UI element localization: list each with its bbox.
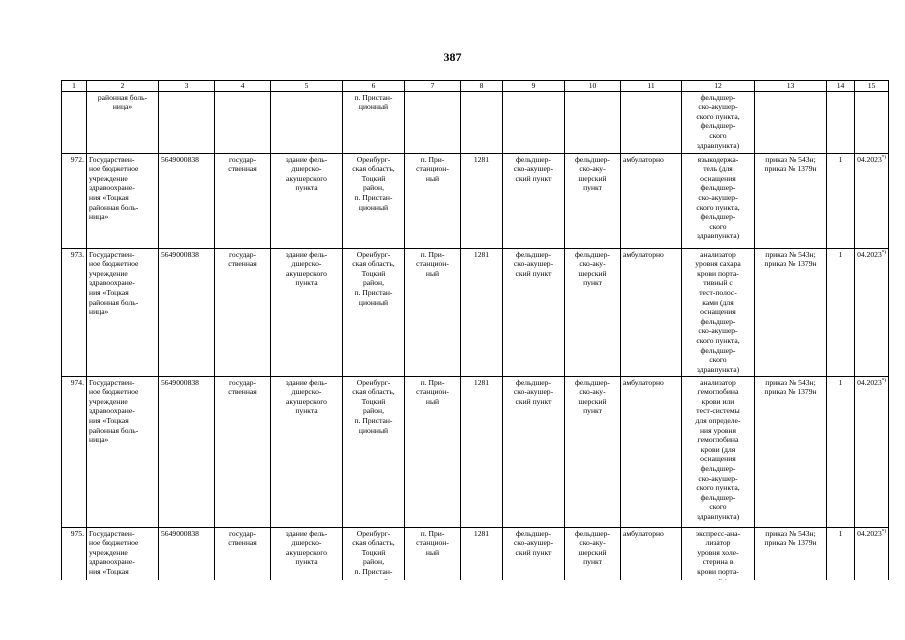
unit-cell: фельдшер- ско-аку- шерский пункт bbox=[565, 376, 621, 527]
cell bbox=[62, 91, 87, 153]
inn-cell: 5649000838 bbox=[159, 527, 215, 597]
unit-type-cell: фельдшер- ско-акушер- ский пункт bbox=[503, 248, 565, 376]
cell bbox=[621, 91, 682, 153]
inn-cell: 5649000838 bbox=[159, 376, 215, 527]
organization-cell: Государствен- ное бюджетное учреждение здравоохране- ния «Тоцкая районная боль- ница» bbox=[87, 376, 159, 527]
column-number: 10 bbox=[565, 81, 621, 92]
cell bbox=[271, 91, 343, 153]
address-cell: Оренбург- ская область, Тоцкий район, п. Пристан- ционный bbox=[343, 376, 405, 527]
settlement-cell: п. При- станцион- ный bbox=[405, 248, 461, 376]
column-number: 8 bbox=[461, 81, 503, 92]
address-cell: Оренбург- ская область, Тоцкий район, п. Пристан- ционный bbox=[343, 153, 405, 248]
building-cell: здание фель- дшерско- акушерского пункта bbox=[271, 248, 343, 376]
column-number: 1 bbox=[62, 81, 87, 92]
inn-cell: 5649000838 bbox=[159, 153, 215, 248]
order-cell: приказ № 543н; приказ № 1379н bbox=[755, 248, 827, 376]
ownership-cell: государ- ственная bbox=[215, 153, 271, 248]
building-cell: здание фель- дшерско- акушерского пункта bbox=[271, 376, 343, 527]
quantity-cell: 1 bbox=[827, 376, 855, 527]
column-number: 14 bbox=[827, 81, 855, 92]
population-cell: 1281 bbox=[461, 248, 503, 376]
unit-cell: фельдшер- ско-аку- шерский пункт bbox=[565, 527, 621, 597]
equipment-cell: анализатор уровня сахара крови порта- тивный с тест-полос- ками (для оснащения фельдшер- ско-акушер- ского пункта, фельдшер- ского здравпункта) bbox=[682, 248, 755, 376]
ownership-cell: государ- ственная bbox=[215, 527, 271, 597]
order-cell: приказ № 543н; приказ № 1379н bbox=[755, 376, 827, 527]
column-number: 3 bbox=[159, 81, 215, 92]
cell bbox=[503, 91, 565, 153]
cell bbox=[159, 91, 215, 153]
order-cell: приказ № 543н; приказ № 1379н bbox=[755, 153, 827, 248]
organization-cell: районная боль- ница» bbox=[87, 91, 159, 153]
footnote-mark: *) bbox=[881, 529, 886, 535]
column-number: 5 bbox=[271, 81, 343, 92]
cell bbox=[855, 91, 889, 153]
column-number: 4 bbox=[215, 81, 271, 92]
column-number: 2 bbox=[87, 81, 159, 92]
equipment-cell: фельдшер- ско-акушер- ского пункта, фельдшер- ского здравпункта) bbox=[682, 91, 755, 153]
footnote-mark: *) bbox=[881, 378, 886, 384]
table-row bbox=[62, 153, 889, 248]
settlement-cell: п. При- станцион- ный bbox=[405, 153, 461, 248]
page-bottom bbox=[0, 580, 905, 640]
date-cell bbox=[855, 376, 889, 527]
page-number: 387 bbox=[443, 50, 462, 64]
care-type-cell: амбулаторно bbox=[621, 153, 682, 248]
care-type-cell: амбулаторно bbox=[621, 527, 682, 597]
care-type-cell: амбулаторно bbox=[621, 376, 682, 527]
date-cell bbox=[855, 153, 889, 248]
row-number-cell: 975. bbox=[62, 527, 87, 597]
quantity-cell: 1 bbox=[827, 153, 855, 248]
cell bbox=[461, 91, 503, 153]
settlement-cell: п. При- станцион- ный bbox=[405, 527, 461, 597]
column-number-row bbox=[62, 81, 889, 92]
date-value: 04.2023 bbox=[857, 377, 882, 387]
unit-type-cell: фельдшер- ско-акушер- ский пункт bbox=[503, 527, 565, 597]
column-number: 12 bbox=[682, 81, 755, 92]
population-cell: 1281 bbox=[461, 527, 503, 597]
settlement-cell: п. При- станцион- ный bbox=[405, 376, 461, 527]
date-value: 04.2023 bbox=[857, 528, 882, 538]
cell bbox=[215, 91, 271, 153]
cell bbox=[405, 91, 461, 153]
column-number: 9 bbox=[503, 81, 565, 92]
column-number: 13 bbox=[755, 81, 827, 92]
quantity-cell: 1 bbox=[827, 248, 855, 376]
address-cell: Оренбург- ская область, Тоцкий район, п. Пристан- bbox=[343, 527, 405, 597]
address-cell: Оренбург- ская область, Тоцкий район, п. Пристан- ционный bbox=[343, 248, 405, 376]
population-cell: 1281 bbox=[461, 376, 503, 527]
cell bbox=[755, 91, 827, 153]
equipment-cell: анализатор гемоглобина крови или тест-системы для определе- ния уровня гемоглобина крови (для оснащения фельдшер- ско-акушер- ского пункта, фельдшер- ского здравпункта) bbox=[682, 376, 755, 527]
ownership-cell: государ- ственная bbox=[215, 376, 271, 527]
unit-type-cell: фельдшер- ско-акушер- ский пункт bbox=[503, 376, 565, 527]
equipment-table bbox=[61, 80, 889, 598]
building-cell: здание фель- дшерско- акушерского пункта bbox=[271, 527, 343, 597]
organization-cell: Государствен- ное бюджетное учреждение здравоохране- ния «Тоцкая районная боль- ница» bbox=[87, 153, 159, 248]
population-cell: 1281 bbox=[461, 153, 503, 248]
unit-type-cell: фельдшер- ско-акушер- ский пункт bbox=[503, 153, 565, 248]
organization-cell: Государствен- ное бюджетное учреждение здравоохране- ния «Тоцкая bbox=[87, 527, 159, 597]
column-number: 7 bbox=[405, 81, 461, 92]
quantity-cell: 1 bbox=[827, 527, 855, 597]
row-number-cell: 973. bbox=[62, 248, 87, 376]
footnote-mark: *) bbox=[881, 155, 886, 161]
cell bbox=[565, 91, 621, 153]
unit-cell: фельдшер- ско-аку- шерский пункт bbox=[565, 153, 621, 248]
continuation-row bbox=[62, 91, 889, 153]
ownership-cell: государ- ственная bbox=[215, 248, 271, 376]
row-number-cell: 974. bbox=[62, 376, 87, 527]
date-value: 04.2023 bbox=[857, 154, 882, 164]
table-row bbox=[62, 376, 889, 527]
order-cell: приказ № 543н; приказ № 1379н bbox=[755, 527, 827, 597]
table-row bbox=[62, 248, 889, 376]
cell bbox=[827, 91, 855, 153]
date-cell bbox=[855, 248, 889, 376]
column-number: 15 bbox=[855, 81, 889, 92]
care-type-cell: амбулаторно bbox=[621, 248, 682, 376]
date-value: 04.2023 bbox=[857, 249, 882, 259]
unit-cell: фельдшер- ско-аку- шерский пункт bbox=[565, 248, 621, 376]
row-number-cell: 972. bbox=[62, 153, 87, 248]
equipment-cell: языкодержа- тель (для оснащения фельдшер- ско-акушер- ского пункта, фельдшер- ского здравпункта) bbox=[682, 153, 755, 248]
inn-cell: 5649000838 bbox=[159, 248, 215, 376]
footnote-mark: *) bbox=[881, 250, 886, 256]
building-cell: здание фель- дшерско- акушерского пункта bbox=[271, 153, 343, 248]
column-number: 11 bbox=[621, 81, 682, 92]
address-cell: п. Пристан- ционный bbox=[343, 91, 405, 153]
equipment-cell: экспресс-ана- лизатор уровня холе- стерина в крови порта- bbox=[682, 527, 755, 597]
column-number: 6 bbox=[343, 81, 405, 92]
organization-cell: Государствен- ное бюджетное учреждение здравоохране- ния «Тоцкая районная боль- ница» bbox=[87, 248, 159, 376]
